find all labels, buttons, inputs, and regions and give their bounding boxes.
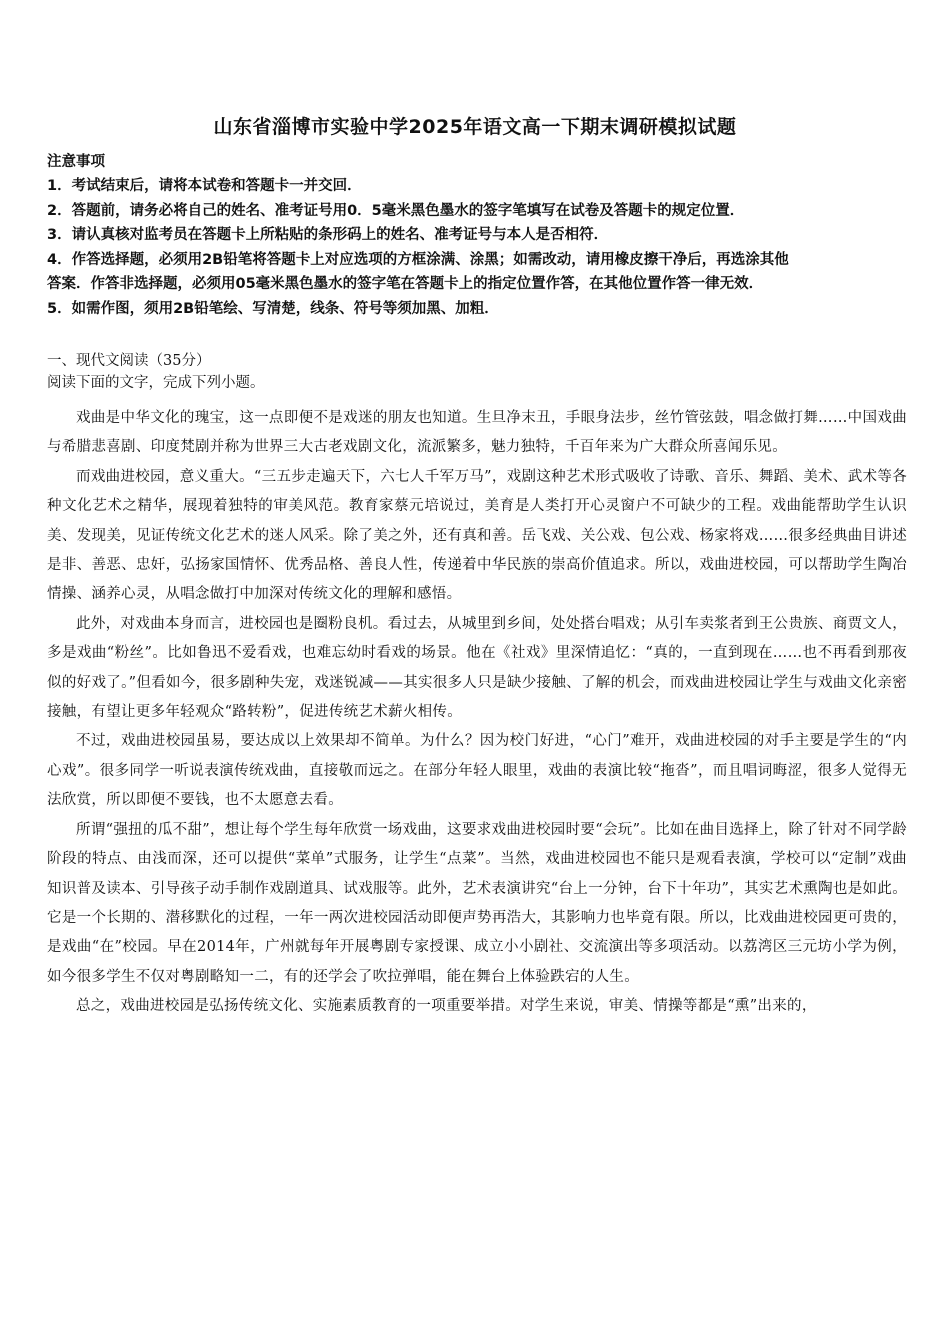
passage-paragraph: 不过，戏曲进校园虽易，要达成以上效果却不简单。为什么？因为校门好进，“心门”难开，戏曲进校园的对手主要是学生的“内心戏”。很多同学一听说表演传统戏曲，直接敬而远之。在部分年轻人眼里，戏曲的表演比较“拖沓”，而且唱词晦涩，很多人觉得无法欣赏，所以即便不要钱，也不太愿意去看。 (47, 733, 907, 809)
section-header (47, 350, 907, 394)
notice-item: 2．答题前，请务必将自己的姓名、准考证号用0．5毫米黑色墨水的签字笔填写在试卷及答题卡的规定位置． (47, 202, 745, 219)
section-heading: 一、现代文阅读（35分） (47, 353, 211, 369)
passage-paragraph: 总之，戏曲进校园是弘扬传统文化、实施素质教育的一项重要举措。对学生来说，审美、情操等都是“熏”出来的， (76, 998, 817, 1015)
notice-heading: 注意事项 (47, 154, 105, 170)
notice-item: 5．如需作图，须用2B铅笔绘、写清楚，线条、符号等须加黑、加粗． (47, 300, 499, 317)
notice-block (47, 150, 907, 321)
reading-passage (47, 404, 907, 1022)
passage-paragraph: 戏曲是中华文化的瑰宝，这一点即便不是戏迷的朋友也知道。生旦净末丑，手眼身法步，丝竹管弦鼓，唱念做打舞……中国戏曲与希腊悲喜剧、印度梵剧并称为世界三大古老戏剧文化，流派繁多，魅力独特，千百年来为广大群众所喜闻乐见。 (47, 410, 907, 456)
notice-item: 答案．作答非选择题，必须用05毫米黑色墨水的签字笔在答题卡上的指定位置作答，在其他位置作答一律无效． (47, 276, 764, 292)
passage-paragraph: 此外，对戏曲本身而言，进校园也是圈粉良机。看过去，从城里到乡间，处处搭台唱戏；从引车卖浆者到王公贵族、商贾文人，多是戏曲“粉丝”。比如鲁迅不爱看戏，也难忘幼时看戏的场景。他在《社戏》里深情追忆：“真的，一直到现在……也不再看到那夜似的好戏了。”但看如今，很多剧种失宠，戏迷锐减——其实很多人只是缺少接触、了解的机会，而戏曲进校园让学生与戏曲文化亲密接触，有望让更多年轻观众“路转粉”，促进传统艺术薪火相传。 (47, 615, 907, 721)
passage-paragraph: 而戏曲进校园，意义重大。“三五步走遍天下，六七人千军万马”，戏剧这种艺术形式吸收了诗歌、音乐、舞蹈、美术、武术等各种文化艺术之精华，展现着独特的审美风范。教育家蔡元培说过，美育是人类打开心灵窗户不可缺少的工程。戏曲能帮助学生认识美、发现美，见证传统文化艺术的迷人风采。除了美之外，还有真和善。岳飞戏、关公戏、包公戏、杨家将戏……很多经典曲目讲述是非、善恶、忠奸，弘扬家国情怀、优秀品格、善良人性，传递着中华民族的崇高价值追求。所以，戏曲进校园，可以帮助学生陶冶情操、涵养心灵，从唱念做打中加深对传统文化的理解和感悟。 (47, 468, 907, 603)
section-intro: 阅读下面的文字，完成下列小题。 (47, 375, 265, 391)
passage-paragraph: 所谓“强扭的瓜不甜”，想让每个学生每年欣赏一场戏曲，这要求戏曲进校园时要“会玩”。比如在曲目选择上，除了针对不同学龄阶段的特点、由浅而深，还可以提供“菜单”式服务，让学生“点菜”。当然，戏曲进校园也不能只是观看表演，学校可以“定制”戏曲知识普及读本、引导孩子动手制作戏剧道具、试戏服等。此外，艺术表演讲究“台上一分钟，台下十年功”，其实艺术熏陶也是如此。它是一个长期的、潜移默化的过程，一年一两次进校园活动即便声势再浩大，其影响力也毕竟有限。所以，比戏曲进校园更可贵的，是戏曲“在”校园。早在2014年，广州就每年开展粤剧专家授课、成立小小剧社、交流演出等多项活动。以荔湾区三元坊小学为例，如今很多学生不仅对粤剧略知一二，有的还学会了吹拉弹唱，能在舞台上体验跌宕的人生。 (47, 821, 907, 985)
exam-title: 山东省淄博市实验中学2025年语文高一下期末调研模拟试题 (213, 116, 737, 138)
notice-item: 4．作答选择题，必须用2B铅笔将答题卡上对应选项的方框涂满、涂黑；如需改动，请用橡皮擦干净后，再选涂其他 (47, 251, 789, 268)
notice-item: 3．请认真核对监考员在答题卡上所粘贴的条形码上的姓名、准考证号与本人是否相符． (47, 227, 609, 243)
notice-item: 1．考试结束后，请将本试卷和答题卡一并交回． (47, 178, 362, 194)
